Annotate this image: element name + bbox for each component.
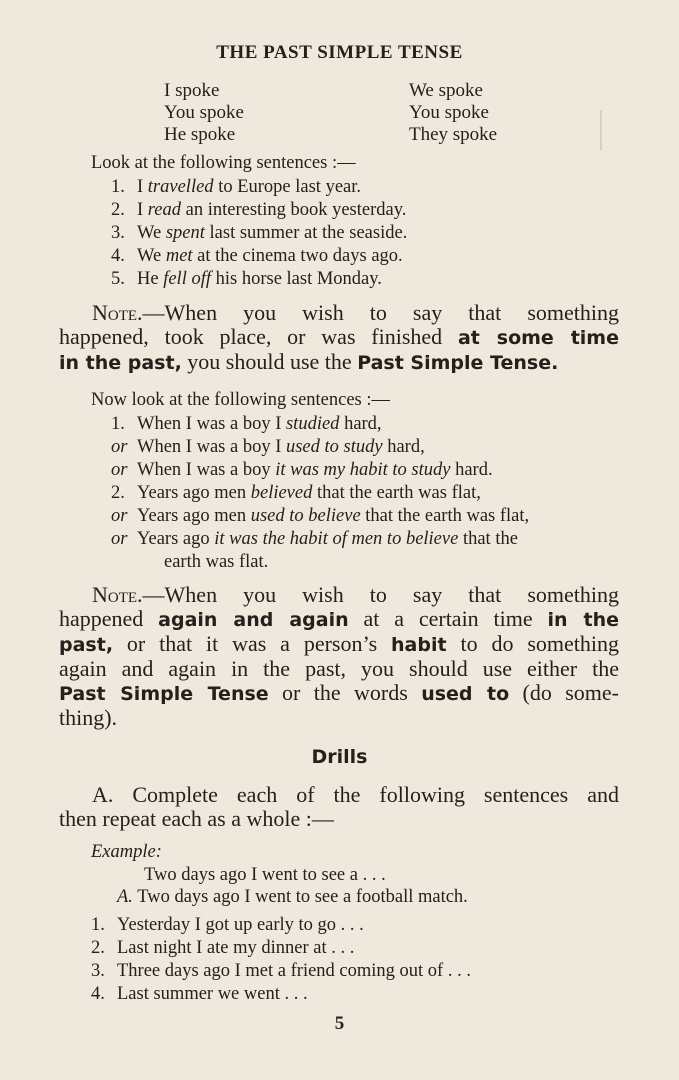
conjugation-singular: [164, 80, 244, 146]
note-past-simple: Note.—When you wish to say that something happened, took place, or was finished at some time in the past, you should use the Past Simple Tense.: [59, 300, 619, 374]
note-label: Note.: [92, 582, 143, 607]
conjugation-row: You spoke: [409, 102, 489, 123]
note-label: Note.: [92, 300, 143, 325]
page-crease: [600, 110, 602, 150]
conjugation-row: They spoke: [409, 124, 498, 145]
list-item: or When I was a boy I used to study hard,: [111, 437, 425, 457]
list-item: 1. I travelled to Europe last year.: [111, 177, 362, 197]
list-item: 5. He fell off his horse last Monday.: [111, 269, 382, 289]
page-number: 5: [334, 1013, 345, 1034]
list-item-continuation: earth was flat.: [164, 552, 269, 572]
section2-intro: Now look at the following sentences :—: [91, 390, 391, 410]
list-item: 1. When I was a boy I studied hard,: [111, 414, 382, 434]
conjugation-row: I spoke: [164, 80, 220, 101]
section1-list: [111, 176, 407, 291]
list-item: 2. Last night I ate my dinner at . . .: [91, 938, 355, 958]
list-item: 3. We spent last summer at the seaside.: [111, 223, 408, 243]
list-item: or Years ago men used to believe that the earth was flat,: [111, 506, 530, 526]
conjugation-row: We spoke: [409, 80, 483, 101]
conjugation-plural: [409, 80, 497, 146]
list-item: or Years ago it was the habit of men to believe that the: [111, 529, 518, 549]
conjugation-row: He spoke: [164, 124, 236, 145]
list-item: 4. Last summer we went . . .: [91, 984, 308, 1004]
list-item: 2. I read an interesting book yesterday.: [111, 200, 407, 220]
list-item: 2. Years ago men believed that the earth was flat,: [111, 483, 481, 503]
drill-a-instructions: A. Complete each of the following sentences and then repeat each as a whole :—: [59, 782, 619, 831]
note-habit: Note.—When you wish to say that something happened again and again at a certain time in the past, or that it was a person’s habit to do something again and again in the past, you should use either the Past Simple Tense or the words used to (do some- thing).: [59, 582, 620, 730]
section1-intro: Look at the following sentences :—: [91, 153, 356, 173]
example-answer: A. Two days ago I went to see a football match.: [117, 887, 468, 907]
drills-heading: Drills: [311, 746, 368, 768]
list-item: or When I was a boy it was my habit to study hard.: [111, 460, 493, 480]
conjugation-row: You spoke: [164, 102, 244, 123]
list-item: 1. Yesterday I got up early to go . . .: [91, 915, 364, 935]
section2-list: [111, 413, 529, 574]
list-item: 4. We met at the cinema two days ago.: [111, 246, 403, 266]
list-item: 3. Three days ago I met a friend coming out of . . .: [91, 961, 471, 981]
drill-list: [91, 914, 471, 1006]
example-label: Example:: [91, 842, 162, 862]
example-question: Two days ago I went to see a . . .: [144, 865, 386, 885]
page-title: THE PAST SIMPLE TENSE: [216, 42, 463, 63]
